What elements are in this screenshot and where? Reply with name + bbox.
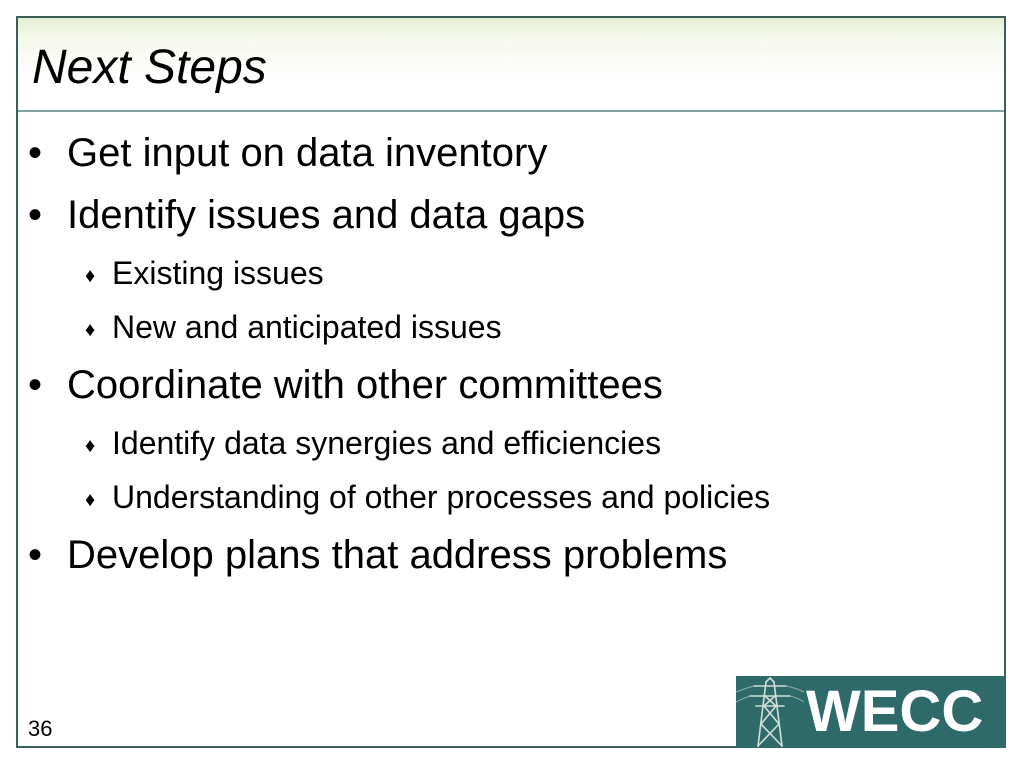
bullet-item <box>28 354 978 416</box>
logo-text: WECC <box>806 679 984 744</box>
bullet-marker: • <box>28 193 43 237</box>
bullet-text: Coordinate with other committees <box>67 363 663 407</box>
sub-bullet-text: Existing issues <box>112 255 324 291</box>
bullet-text: Identify issues and data gaps <box>67 193 586 237</box>
slide-number: 36 <box>28 716 53 741</box>
sub-bullet-item <box>28 300 978 354</box>
bullet-item <box>28 122 978 184</box>
diamond-bullet-icon: ♦ <box>85 489 96 511</box>
sub-bullet-item <box>28 416 978 470</box>
diamond-bullet-icon: ♦ <box>85 265 96 287</box>
bullet-item <box>28 524 978 586</box>
bullet-text: Develop plans that address problems <box>67 533 728 577</box>
bullet-text: Get input on data inventory <box>67 131 548 175</box>
wecc-logo <box>736 676 1006 748</box>
sub-bullet-text: Identify data synergies and efficiencies <box>112 425 662 461</box>
sub-bullet-item <box>28 470 978 524</box>
bullet-item <box>28 184 978 246</box>
sub-bullet-item <box>28 246 978 300</box>
sub-bullet-text: Understanding of other processes and policies <box>112 479 771 515</box>
diamond-bullet-icon: ♦ <box>85 435 96 457</box>
bullet-list <box>28 122 978 586</box>
slide-title: Next Steps <box>32 41 267 94</box>
transmission-tower-icon <box>736 676 804 748</box>
diamond-bullet-icon: ♦ <box>85 319 96 341</box>
sub-bullet-text: New and anticipated issues <box>112 309 502 345</box>
title-band <box>18 18 1004 112</box>
bullet-marker: • <box>28 131 43 175</box>
bullet-marker: • <box>28 363 43 407</box>
bullet-marker: • <box>28 533 43 577</box>
